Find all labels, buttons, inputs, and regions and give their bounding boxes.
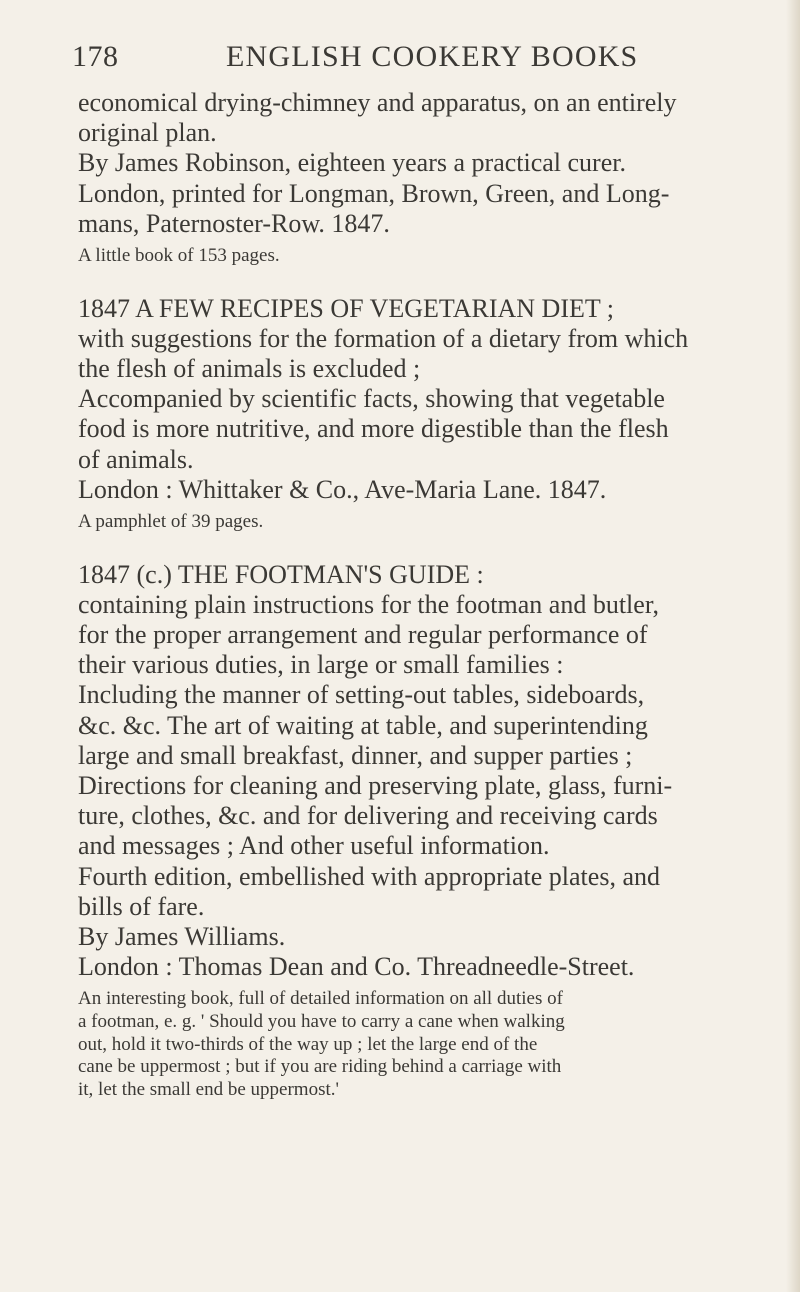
entry-line: and messages ; And other useful information. (78, 831, 550, 861)
entry-line: ture, clothes, &c. and for delivering and receiving cards (78, 801, 658, 831)
entry-line: economical drying-chimney and apparatus, on an entirely (78, 88, 677, 117)
entry-line: food is more nutritive, and more digestible than the flesh (78, 414, 669, 444)
page-edge-shadow (786, 0, 800, 1292)
entry-line: large and small breakfast, dinner, and supper parties ; (78, 740, 633, 770)
entry-line: Including the manner of setting-out tables, sideboards, (78, 680, 645, 710)
page-number: 178 (72, 40, 119, 73)
entry-title-line: 1847 (c.) THE FOOTMAN'S GUIDE : (78, 559, 484, 589)
entry-note: An interesting book, full of detailed information on all duties of (78, 988, 563, 1010)
entry-line: their various duties, in large or small families : (78, 650, 564, 680)
entry-line: bills of fare. (78, 891, 205, 921)
entry-note: out, hold it two-thirds of the way up ; let the large end of the (78, 1033, 538, 1055)
bibliography-entry-3 (78, 560, 768, 1102)
entry-line: Directions for cleaning and preserving plate, glass, furni- (78, 771, 673, 801)
entry-line: containing plain instructions for the footman and butler, (78, 589, 659, 619)
book-page (72, 40, 768, 1101)
entry-line: of animals. (78, 444, 194, 474)
entry-line: for the proper arrangement and regular performance of (78, 620, 648, 650)
entry-line: London : Thomas Dean and Co. Threadneedle-Street. (78, 952, 635, 982)
running-title: ENGLISH COOKERY BOOKS (226, 40, 639, 73)
entry-line: original plan. (78, 118, 217, 148)
entry-line: mans, Paternoster-Row. 1847. (78, 208, 390, 238)
bibliography-entry-1 (78, 88, 768, 268)
entry-line: By James Williams. (78, 922, 286, 952)
entry-line: London, printed for Longman, Brown, Green, and Long- (78, 178, 670, 208)
entry-note: A pamphlet of 39 pages. (78, 511, 264, 533)
entry-line: with suggestions for the formation of a dietary from which (78, 323, 689, 353)
entry-note: a footman, e. g. ' Should you have to carry a cane when walking (78, 1011, 565, 1033)
entry-line: &c. &c. The art of waiting at table, and superintending (78, 710, 648, 740)
entry-note: A little book of 153 pages. (78, 245, 280, 267)
bibliography-entry-2 (78, 294, 768, 534)
entry-title-line: 1847 A FEW RECIPES OF VEGETARIAN DIET ; (78, 293, 615, 323)
entry-note: it, let the small end be uppermost.' (78, 1078, 339, 1100)
entry-note: cane be uppermost ; but if you are riding behind a carriage with (78, 1056, 562, 1078)
entry-line: the flesh of animals is excluded ; (78, 354, 421, 384)
entry-line: Fourth edition, embellished with appropriate plates, and (78, 861, 660, 891)
page-header (72, 40, 768, 88)
entry-line: By James Robinson, eighteen years a practical curer. (78, 148, 626, 178)
entry-line: London : Whittaker & Co., Ave-Maria Lane. 1847. (78, 474, 607, 504)
entry-line: Accompanied by scientific facts, showing that vegetable (78, 384, 665, 414)
